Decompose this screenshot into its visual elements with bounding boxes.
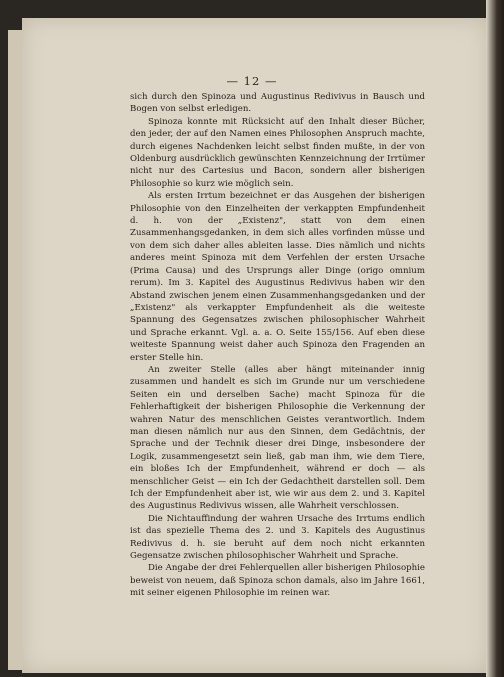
- body-text: [130, 91, 425, 600]
- binding-shadow: [486, 0, 504, 677]
- paragraph-2: Spinoza konnte mit Rücksicht auf den Inhalt dieser Bücher, den jeder, der auf den Namen eines Philosophen Anspruch machte, durch eigenes Nachdenken leicht selbst finden mußte, in der von Oldenburg ausdrücklich gewünschten Kennzeichnung der Irrtümer nicht nur des Cartesius und Bacon, sondern aller bisherigen Philosophie so kurz wie möglich sein.: [130, 116, 425, 189]
- page-number-header: — 12 —: [226, 74, 278, 88]
- paragraph-4: An zweiter Stelle (alles aber hängt miteinander innig zusammen und handelt es sich im Grunde nur um verschiedene Seiten ein und derselben Sache) macht Spinoza für die Fehlerhaftigkeit der bisherigen Philosophie die Verkennung der wahren Natur des menschlichen Geistes verantwortlich. Indem man diesen nämlich nur aus den Sinnen, dem Gedächtnis, der Sprache und der Technik dieser drei Dinge, insbesondere der Logik, zusammengesetzt sein ließ, gab man ihm, wie dem Tiere, ein bloßes Ich der Empfundenheit, während er doch — als menschlicher Geist — ein Ich der Gedachtheit darstellen soll. Dem Ich der Empfundenheit aber ist, wie wir aus dem 2. und 3. Kapitel des Augustinus Redivivus wissen, alle Wahrheit verschlossen.: [130, 364, 425, 512]
- paragraph-5: Die Nichtauffindung der wahren Ursache des Irrtums endlich ist das spezielle Thema des 2. und 3. Kapitels des Augustinus Redivivus d. h. sie beruht auf dem noch nicht erkannten Gegensatze zwischen philosophischer Wahrheit und Sprache.: [130, 513, 425, 562]
- paragraph-6: Die Angabe der drei Fehlerquellen aller bisherigen Philosophie beweist von neuem, daß Spinoza schon damals, also im Jahre 1661, mit seiner eigenen Philosophie im reinen war.: [130, 563, 426, 599]
- paragraph-3: Als ersten Irrtum bezeichnet er das Ausgehen der bisherigen Philosophie von den Einzelheiten der verkappten Empfundenheit d. h. von der „Existenz", statt von dem einen Zusammenhangsgedanken, in dem sich alles vorfinden müsse und von dem sich daher alles ableiten lasse. Dies nämlich und nichts anderes meint Spinoza mit dem Verfehlen der ersten Ursache (Prima Causa) und des Ursprungs aller Dinge (origo omnium rerum). Im 3. Kapitel des Augustinus Redivivus haben wir den Abstand zwischen jenem einen Zusammenhangsgedanken und der „Existenz" als verkappter Empfundenheit als die weiteste Spannung des Gegensatzes zwischen philosophischer Wahrheit und Sprache erkannt. Vgl. a. a. O. Seite 155/156. Auf eben diese weiteste Spannung weist daher auch Spinoza den Fragenden an erster Stelle hin.: [130, 191, 425, 363]
- paragraph-1: sich durch den Spinoza und Augustinus Redivivus in Bausch und Bogen von selbst erledigen.: [130, 92, 425, 115]
